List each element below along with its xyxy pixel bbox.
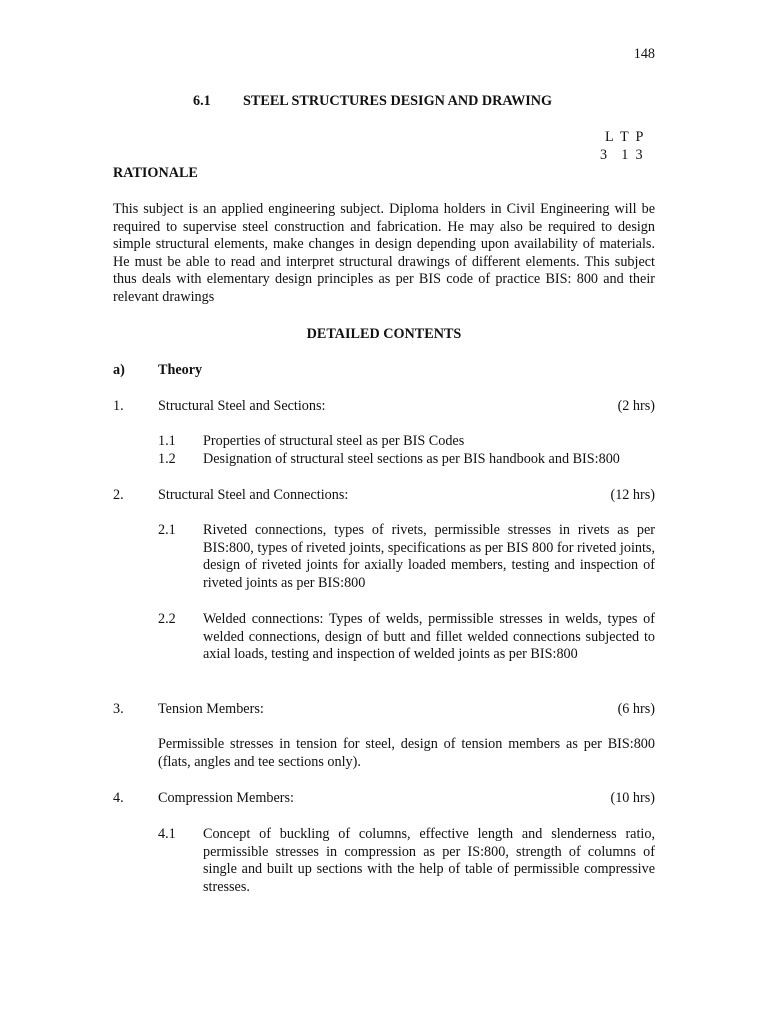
rationale-title: RATIONALE <box>113 165 198 181</box>
rationale-text: This subject is an applied engineering subject. Diploma holders in Civil Engineering will be required to supervise steel construction and fabrication. He may also be required to design simple structural elements, make changes in design depending upon availability of materials. He must be able to read and interpret structural drawings of different elements. This subject thus deals with elementary design principles as per BIS code of practice BIS: 800 and their relevant drawings <box>113 201 655 305</box>
subtopic-text: Riveted connections, types of rivets, permissible stresses in rivets as per BIS:800, types of riveted joints, specifications as per BIS 800 for riveted joints, design of riveted joints for axially loaded members, testing and inspection of riveted joints as per BIS:800 <box>203 522 655 591</box>
subtopic-text: Concept of buckling of columns, effective length and slenderness ratio, permissible stresses in compression as per IS:800, strength of columns of single and built up sections with the help of table of permissible compressive stresses. <box>203 826 655 895</box>
subtopic-text: Properties of structural steel as per BIS Codes <box>203 433 465 449</box>
topic-title: Compression Members: <box>158 790 294 806</box>
subtopic-number: 2.1 <box>158 522 176 538</box>
subtopic-number: 4.1 <box>158 826 176 842</box>
topic-hours: (6 hrs) <box>617 701 655 717</box>
page-number: 148 <box>633 46 655 62</box>
subtopic-number: 2.2 <box>158 611 176 627</box>
topic-title: Structural Steel and Connections: <box>158 487 349 503</box>
detailed-contents-title: DETAILED CONTENTS <box>306 326 462 342</box>
page-title: STEEL STRUCTURES DESIGN AND DRAWING <box>243 93 553 109</box>
subtopic-number: 1.2 <box>158 451 176 467</box>
topic-title: Tension Members: <box>158 701 264 717</box>
subtopic-text: Welded connections: Types of welds, permissible stresses in welds, types of welded connections, design of butt and fillet welded connections subjected to axial loads, testing and inspection of welded joints as per BIS:800 <box>203 611 655 663</box>
topic-description: Permissible stresses in tension for steel, design of tension members as per BIS:800 (flats, angles and tee sections only). <box>158 736 655 770</box>
ltp-values: 3 1 3 <box>600 147 643 163</box>
section-a-title: Theory <box>158 362 203 378</box>
subtopic-number: 1.1 <box>158 433 176 449</box>
topic-number: 3. <box>113 701 124 717</box>
topic-number: 1. <box>113 398 124 414</box>
topic-hours: (10 hrs) <box>610 790 655 806</box>
topic-hours: (12 hrs) <box>610 487 655 503</box>
subtopic-text: Designation of structural steel sections as per BIS handbook and BIS:800 <box>203 451 620 467</box>
topic-hours: (2 hrs) <box>617 398 655 414</box>
topic-number: 2. <box>113 487 124 503</box>
topic-number: 4. <box>113 790 124 806</box>
ltp-header: L T P <box>605 129 644 145</box>
topic-title: Structural Steel and Sections: <box>158 398 326 414</box>
section-a-label: a) <box>113 362 125 378</box>
section-number: 6.1 <box>193 93 211 109</box>
